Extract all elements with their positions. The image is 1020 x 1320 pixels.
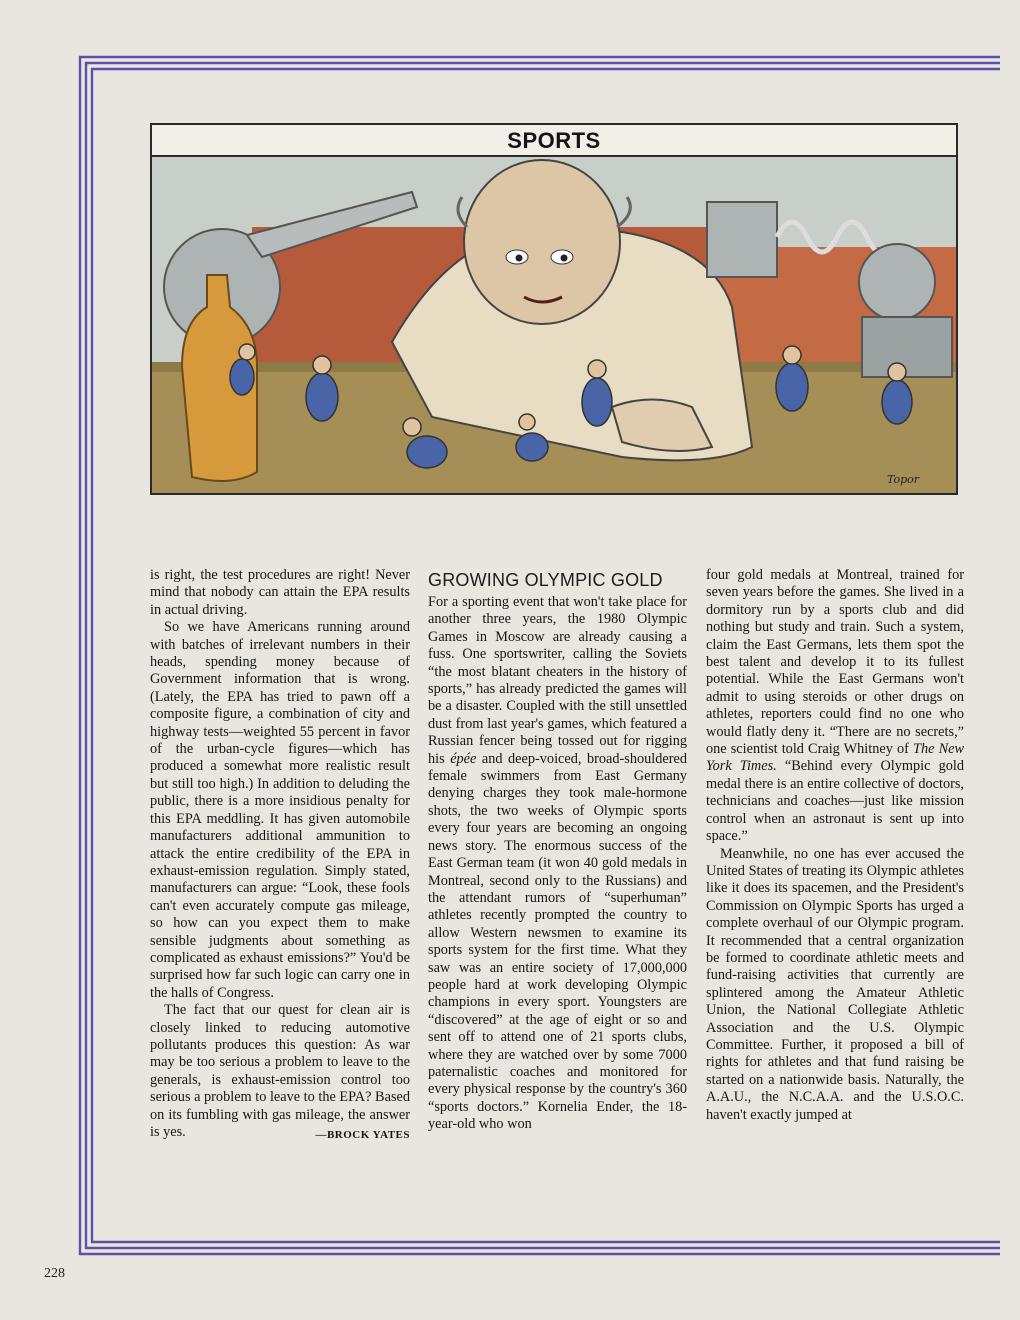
page-number: 228 [44,1266,65,1281]
paragraph-text: “Behind every Olympic gold medal there is an entire collective of doctors, technicians and coaches—just like mission control when an astronaut is sent up into space.” [706,758,965,845]
paragraph-text: The fact that our quest for clean air is closely linked to reducing automotive pollutants produces this question: As war may be too serious a problem to leave to the generals, is exhaust-emission control too serious a problem to leave to the EPA? Based on its fumbling with gas mileage, the answer is yes. [150,1002,410,1140]
section-header-box [150,123,958,495]
section-title: SPORTS [152,125,956,157]
paragraph [150,1002,410,1141]
article-heading: GROWING OLYMPIC GOLD [428,570,663,590]
article-column-3 [706,567,964,1124]
paragraph: Meanwhile, no one has ever accused the United States of treating its Olympic athletes like it does its spacemen, and the President's Commission on Olympic Sports has urged a complete overhaul of our Olympic program. It recommended that a central organization be formed to coordinate athletic meets and fund-raising activities that currently are splintered among the Amateur Athletic Union, the National Collegiate Athletic Association and the U.S. Olympic Committee. Further, it proposed a bill of rights for athletes and that fund raising be started on a nationwide basis. Naturally, the A.A.U., the N.C.A.A. and the U.S.O.C. haven't exactly jumped at [706,845,964,1123]
paragraph [428,594,687,1134]
paragraph [706,567,964,846]
article-column-2 [428,567,687,1134]
italic-text: épée [450,750,477,767]
paragraph-text: four gold medals at Montreal, trained for seven years before the games. She lived in a dormitory run by a sports club and did nothing but study and train. Such a system, claim the East Germans, lets them spot the best talent and develop it to its fullest potential. While the East Germans won't admit to using steroids or other drugs on athletes, reporters could find no one who would flatly deny it. “There are no secrets,” one scientist told Craig Whitney of [706,567,964,758]
paragraph-text: and deep-voiced, broad-shouldered female swimmers from East Germany denying charges they took male-hormone shots, the two weeks of Olympic sports every four years are becoming an ongoing news story. The enormous success of the East German team (it won 40 gold medals in Montreal, second only to the Russians) and the attendant rumors of “superhuman” athletes recently prompted the country to allow Western newsmen to examine its sports system for the first time. What they saw was an entire society of 17,000,000 people hard at work developing Olympic champions in every sport. Youngsters are “discovered” at the age of eight or so and sent off to attend one of 21 sports clubs, where they are watched over by some 7000 paternalistic coaches and monitored for every physical response by the country's 360 “sports doctors.” Kornelia Ender, the 18-year-old who won [428,750,687,1133]
illustration [152,157,956,493]
artist-signature: Topor [887,473,920,486]
paragraph-text: For a sporting event that won't take place for another three years, the 1980 Olympic Games in Moscow are already causing a fuss. One sportswriter, calling the Soviets “the most blatant cheaters in the history of sports,” has already predicted the games will be a disaster. Coupled with the still unsettled dust from last year's games, which featured a Russian fencer being tossed out for rigging his [428,594,687,767]
paragraph: is right, the test procedures are right! Never mind that nobody can attain the EPA results in actual driving. [150,567,410,618]
paragraph: So we have Americans running around with batches of irrelevant numbers in their heads, spending money because of Government information that is wrong. (Lately, the EPA has tried to pawn off a composite figure, a combination of city and highway tests—weighted 55 percent in favor of the urban-cycle figures—which has produced a somewhat more realistic result but still too high.) In addition to deluding the public, there is a more insidious penalty for this EPA meddling. It has given automobile manufacturers additional ammunition to attack the entire credibility of the EPA in exhaust-emission regulation. Simply stated, manufacturers can argue: “Look, these fools can't even accurately compute gas mileage, so how can you expect them to make sensible judgments about something as complicated as exhaust emissions?” You'd be surprised how far such logic can carry one in the halls of Congress. [150,619,410,1001]
italic-text: The New York Times. [706,741,964,775]
article-column-1 [150,567,410,1144]
byline: —BROCK YATES [315,1129,410,1141]
